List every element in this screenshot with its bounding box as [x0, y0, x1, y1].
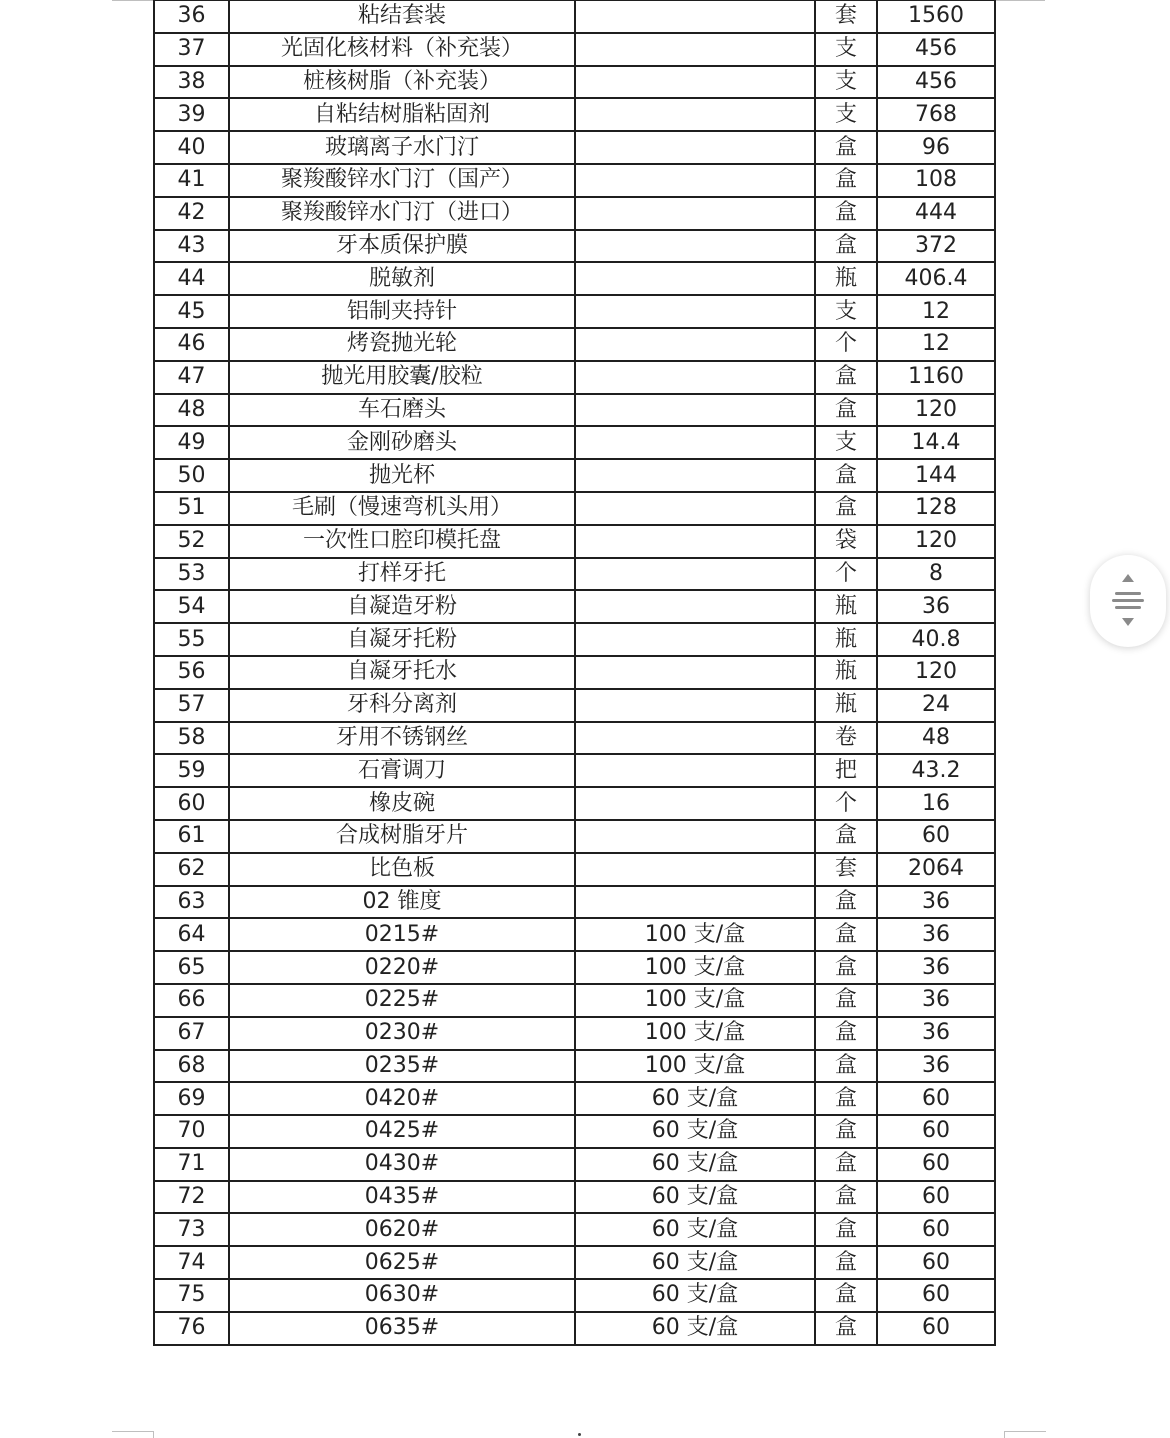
cell-unit: 瓶: [815, 262, 877, 295]
cell-spec: [575, 98, 815, 131]
cell-no: 44: [154, 262, 229, 295]
cell-spec: [575, 459, 815, 492]
cell-name: 自凝造牙粉: [229, 590, 575, 623]
table-row: [154, 197, 995, 230]
table-row: [154, 361, 995, 394]
cell-spec: [575, 590, 815, 623]
cell-no: 42: [154, 197, 229, 230]
cell-no: 71: [154, 1148, 229, 1181]
cell-unit: 瓶: [815, 656, 877, 689]
page-edge: [153, 1431, 154, 1438]
cell-price: 60: [877, 1115, 995, 1148]
price-table: [153, 0, 996, 1346]
cell-name: 0425#: [229, 1115, 575, 1148]
cell-name: 桩核树脂（补充装）: [229, 66, 575, 99]
page-edge: [993, 0, 1045, 1]
table-row: [154, 426, 995, 459]
cell-price: 43.2: [877, 754, 995, 787]
cell-no: 36: [154, 0, 229, 33]
scroll-handle-icon: [1108, 572, 1148, 630]
cell-unit: 个: [815, 328, 877, 361]
cell-no: 68: [154, 1050, 229, 1083]
cell-price: 36: [877, 1017, 995, 1050]
page-marker: [578, 1433, 581, 1436]
cell-no: 51: [154, 492, 229, 525]
page-edge: [1004, 1431, 1005, 1438]
cell-price: 768: [877, 98, 995, 131]
cell-price: 16: [877, 787, 995, 820]
cell-unit: 盒: [815, 1312, 877, 1345]
cell-no: 70: [154, 1115, 229, 1148]
cell-name: 橡皮碗: [229, 787, 575, 820]
cell-no: 62: [154, 853, 229, 886]
table-row: [154, 886, 995, 919]
cell-spec: 60 支/盒: [575, 1148, 815, 1181]
cell-price: 8: [877, 558, 995, 591]
cell-no: 58: [154, 722, 229, 755]
table-row: [154, 558, 995, 591]
cell-name: 合成树脂牙片: [229, 820, 575, 853]
cell-unit: 盒: [815, 1181, 877, 1214]
table-row: [154, 1082, 995, 1115]
cell-price: 444: [877, 197, 995, 230]
cell-unit: 支: [815, 33, 877, 66]
cell-price: 60: [877, 1312, 995, 1345]
table-row: [154, 0, 995, 33]
cell-price: 36: [877, 951, 995, 984]
cell-spec: [575, 295, 815, 328]
cell-spec: 60 支/盒: [575, 1312, 815, 1345]
cell-no: 59: [154, 754, 229, 787]
cell-unit: 盒: [815, 492, 877, 525]
cell-spec: [575, 656, 815, 689]
table-row: [154, 394, 995, 427]
cell-no: 69: [154, 1082, 229, 1115]
cell-name: 0430#: [229, 1148, 575, 1181]
table-row: [154, 230, 995, 263]
cell-unit: 支: [815, 98, 877, 131]
cell-no: 55: [154, 623, 229, 656]
table-row: [154, 590, 995, 623]
cell-unit: 盒: [815, 1213, 877, 1246]
cell-name: 0230#: [229, 1017, 575, 1050]
cell-spec: [575, 754, 815, 787]
cell-name: 毛刷（慢速弯机头用）: [229, 492, 575, 525]
cell-name: 石膏调刀: [229, 754, 575, 787]
cell-name: 0420#: [229, 1082, 575, 1115]
cell-unit: 盒: [815, 886, 877, 919]
cell-spec: [575, 328, 815, 361]
table-row: [154, 33, 995, 66]
table-row: [154, 525, 995, 558]
cell-spec: [575, 787, 815, 820]
cell-no: 66: [154, 984, 229, 1017]
cell-no: 60: [154, 787, 229, 820]
cell-price: 144: [877, 459, 995, 492]
cell-name: 0220#: [229, 951, 575, 984]
cell-unit: 把: [815, 754, 877, 787]
cell-name: 牙本质保护膜: [229, 230, 575, 263]
table-row: [154, 722, 995, 755]
cell-name: 抛光用胶囊/胶粒: [229, 361, 575, 394]
cell-spec: 60 支/盒: [575, 1115, 815, 1148]
cell-spec: [575, 164, 815, 197]
cell-price: 36: [877, 984, 995, 1017]
cell-unit: 盒: [815, 1082, 877, 1115]
cell-spec: [575, 262, 815, 295]
cell-unit: 盒: [815, 918, 877, 951]
cell-spec: [575, 426, 815, 459]
table-row: [154, 623, 995, 656]
cell-name: 0620#: [229, 1213, 575, 1246]
cell-name: 自凝牙托水: [229, 656, 575, 689]
table-row: [154, 1213, 995, 1246]
cell-spec: [575, 33, 815, 66]
cell-unit: 盒: [815, 164, 877, 197]
cell-name: 烤瓷抛光轮: [229, 328, 575, 361]
cell-price: 120: [877, 525, 995, 558]
cell-unit: 套: [815, 853, 877, 886]
cell-no: 57: [154, 689, 229, 722]
cell-price: 60: [877, 1082, 995, 1115]
table-row: [154, 1115, 995, 1148]
cell-unit: 盒: [815, 361, 877, 394]
cell-unit: 盒: [815, 820, 877, 853]
table-row: [154, 820, 995, 853]
cell-price: 456: [877, 66, 995, 99]
cell-price: 1160: [877, 361, 995, 394]
cell-unit: 套: [815, 0, 877, 33]
cell-unit: 个: [815, 558, 877, 591]
cell-unit: 盒: [815, 459, 877, 492]
cell-name: 0435#: [229, 1181, 575, 1214]
cell-no: 56: [154, 656, 229, 689]
cell-spec: 60 支/盒: [575, 1279, 815, 1312]
cell-price: 120: [877, 394, 995, 427]
cell-unit: 支: [815, 295, 877, 328]
cell-unit: 瓶: [815, 623, 877, 656]
cell-price: 60: [877, 1279, 995, 1312]
table-row: [154, 754, 995, 787]
cell-unit: 盒: [815, 1279, 877, 1312]
table-row: [154, 66, 995, 99]
cell-unit: 支: [815, 426, 877, 459]
cell-name: 比色板: [229, 853, 575, 886]
cell-name: 0635#: [229, 1312, 575, 1345]
table-row: [154, 918, 995, 951]
cell-unit: 盒: [815, 951, 877, 984]
cell-name: 打样牙托: [229, 558, 575, 591]
cell-spec: 100 支/盒: [575, 1050, 815, 1083]
cell-spec: [575, 623, 815, 656]
cell-spec: [575, 525, 815, 558]
cell-price: 36: [877, 590, 995, 623]
cell-no: 54: [154, 590, 229, 623]
cell-name: 玻璃离子水门汀: [229, 131, 575, 164]
cell-unit: 盒: [815, 1017, 877, 1050]
cell-price: 12: [877, 295, 995, 328]
cell-spec: 60 支/盒: [575, 1213, 815, 1246]
table-row: [154, 1017, 995, 1050]
table-row: [154, 787, 995, 820]
cell-price: 40.8: [877, 623, 995, 656]
cell-no: 52: [154, 525, 229, 558]
cell-spec: [575, 361, 815, 394]
table-row: [154, 262, 995, 295]
cell-no: 61: [154, 820, 229, 853]
cell-spec: 100 支/盒: [575, 1017, 815, 1050]
cell-name: 自粘结树脂粘固剂: [229, 98, 575, 131]
table-row: [154, 492, 995, 525]
cell-name: 铝制夹持针: [229, 295, 575, 328]
cell-spec: 100 支/盒: [575, 918, 815, 951]
cell-spec: [575, 230, 815, 263]
table-row: [154, 1279, 995, 1312]
cell-no: 67: [154, 1017, 229, 1050]
cell-no: 53: [154, 558, 229, 591]
cell-spec: [575, 853, 815, 886]
table-row: [154, 1312, 995, 1345]
cell-price: 2064: [877, 853, 995, 886]
cell-no: 75: [154, 1279, 229, 1312]
cell-no: 40: [154, 131, 229, 164]
cell-no: 74: [154, 1246, 229, 1279]
cell-price: 372: [877, 230, 995, 263]
cell-spec: [575, 492, 815, 525]
cell-name: 02 锥度: [229, 886, 575, 919]
cell-name: 0630#: [229, 1279, 575, 1312]
cell-name: 牙用不锈钢丝: [229, 722, 575, 755]
cell-price: 48: [877, 722, 995, 755]
cell-no: 38: [154, 66, 229, 99]
scroll-handle[interactable]: [1090, 555, 1166, 647]
cell-price: 14.4: [877, 426, 995, 459]
cell-no: 65: [154, 951, 229, 984]
cell-name: 0235#: [229, 1050, 575, 1083]
cell-name: 牙科分离剂: [229, 689, 575, 722]
cell-price: 60: [877, 820, 995, 853]
cell-no: 48: [154, 394, 229, 427]
table-row: [154, 1148, 995, 1181]
cell-price: 108: [877, 164, 995, 197]
cell-price: 36: [877, 918, 995, 951]
page-edge: [112, 1431, 154, 1432]
cell-no: 49: [154, 426, 229, 459]
table-row: [154, 131, 995, 164]
cell-name: 粘结套装: [229, 0, 575, 33]
cell-spec: [575, 820, 815, 853]
table-row: [154, 459, 995, 492]
cell-price: 1560: [877, 0, 995, 33]
cell-price: 60: [877, 1181, 995, 1214]
cell-no: 46: [154, 328, 229, 361]
table-row: [154, 98, 995, 131]
cell-spec: [575, 689, 815, 722]
cell-unit: 瓶: [815, 590, 877, 623]
cell-no: 41: [154, 164, 229, 197]
cell-unit: 盒: [815, 1115, 877, 1148]
cell-unit: 盒: [815, 230, 877, 263]
cell-name: 一次性口腔印模托盘: [229, 525, 575, 558]
table-row: [154, 295, 995, 328]
table-row: [154, 951, 995, 984]
cell-spec: [575, 886, 815, 919]
cell-spec: 100 支/盒: [575, 951, 815, 984]
cell-spec: [575, 722, 815, 755]
cell-no: 64: [154, 918, 229, 951]
cell-spec: [575, 0, 815, 33]
cell-price: 60: [877, 1148, 995, 1181]
table-row: [154, 164, 995, 197]
cell-unit: 支: [815, 66, 877, 99]
table-row: [154, 656, 995, 689]
cell-no: 63: [154, 886, 229, 919]
cell-unit: 盒: [815, 394, 877, 427]
table-row: [154, 1181, 995, 1214]
cell-name: 金刚砂磨头: [229, 426, 575, 459]
page-edge: [1004, 1431, 1046, 1432]
table-row: [154, 689, 995, 722]
cell-spec: [575, 66, 815, 99]
cell-price: 36: [877, 1050, 995, 1083]
cell-name: 0225#: [229, 984, 575, 1017]
cell-unit: 卷: [815, 722, 877, 755]
cell-price: 120: [877, 656, 995, 689]
page-edge: [112, 0, 154, 1]
cell-unit: 盒: [815, 131, 877, 164]
table-row: [154, 328, 995, 361]
cell-no: 47: [154, 361, 229, 394]
cell-unit: 盒: [815, 197, 877, 230]
cell-no: 73: [154, 1213, 229, 1246]
cell-spec: 100 支/盒: [575, 984, 815, 1017]
cell-name: 自凝牙托粉: [229, 623, 575, 656]
cell-unit: 盒: [815, 1246, 877, 1279]
cell-price: 128: [877, 492, 995, 525]
cell-no: 37: [154, 33, 229, 66]
table-body: [154, 0, 995, 1345]
cell-spec: 60 支/盒: [575, 1181, 815, 1214]
table-row: [154, 1050, 995, 1083]
cell-spec: 60 支/盒: [575, 1246, 815, 1279]
cell-price: 12: [877, 328, 995, 361]
cell-price: 60: [877, 1213, 995, 1246]
cell-price: 406.4: [877, 262, 995, 295]
cell-no: 39: [154, 98, 229, 131]
cell-price: 24: [877, 689, 995, 722]
cell-no: 72: [154, 1181, 229, 1214]
cell-spec: [575, 197, 815, 230]
cell-unit: 盒: [815, 1050, 877, 1083]
cell-unit: 盒: [815, 1148, 877, 1181]
cell-no: 76: [154, 1312, 229, 1345]
table-row: [154, 1246, 995, 1279]
cell-spec: [575, 558, 815, 591]
cell-unit: 个: [815, 787, 877, 820]
cell-name: 车石磨头: [229, 394, 575, 427]
table-row: [154, 984, 995, 1017]
cell-no: 50: [154, 459, 229, 492]
cell-spec: 60 支/盒: [575, 1082, 815, 1115]
cell-name: 0215#: [229, 918, 575, 951]
cell-unit: 袋: [815, 525, 877, 558]
table-row: [154, 853, 995, 886]
cell-spec: [575, 394, 815, 427]
cell-name: 光固化核材料（补充装）: [229, 33, 575, 66]
cell-name: 聚羧酸锌水门汀（进口）: [229, 197, 575, 230]
cell-unit: 瓶: [815, 689, 877, 722]
cell-name: 0625#: [229, 1246, 575, 1279]
cell-name: 抛光杯: [229, 459, 575, 492]
cell-unit: 盒: [815, 984, 877, 1017]
cell-name: 聚羧酸锌水门汀（国产）: [229, 164, 575, 197]
cell-price: 456: [877, 33, 995, 66]
cell-price: 36: [877, 886, 995, 919]
cell-no: 43: [154, 230, 229, 263]
cell-price: 96: [877, 131, 995, 164]
cell-price: 60: [877, 1246, 995, 1279]
cell-name: 脱敏剂: [229, 262, 575, 295]
cell-spec: [575, 131, 815, 164]
cell-no: 45: [154, 295, 229, 328]
